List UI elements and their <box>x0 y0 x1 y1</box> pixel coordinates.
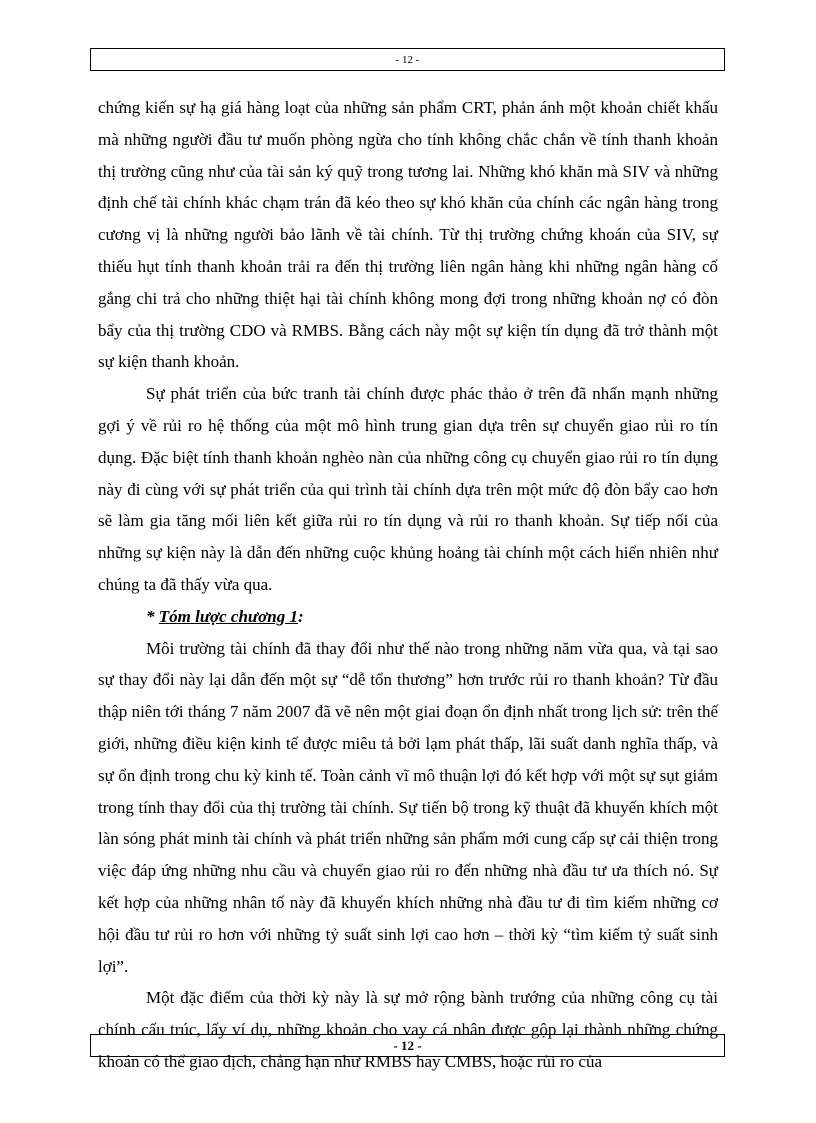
body-paragraph: Sự phát triển của bức tranh tài chính được phác thảo ở trên đã nhấn mạnh những gợi ý về rủi ro hệ thống của một mô hình trung gian dựa trên sự chuyển giao rủi ro tín dụng. Đặc biệt tính thanh khoản nghèo nàn của những công cụ chuyển giao rủi ro tín dụng này đi cùng với sự phát triển của qui trình tài chính dựa trên một mức độ đòn bẩy cao hơn sẽ làm gia tăng mối liên kết giữa rủi ro tín dụng và rủi ro thanh khoản. Sự tiếp nối của những sự kiện này là dẫn đến những cuộc khủng hoảng tài chính một cách hiển nhiên như chúng ta đã thấy vừa qua. <box>98 384 718 594</box>
body-paragraph: chứng kiến sự hạ giá hàng loạt của những sản phẩm CRT, phản ánh một khoản chiết khấu mà những người đầu tư muốn phòng ngừa cho tính không chắc chắn về tính thanh khoản thị trường cũng như của tài sản ký quỹ trong tương lai. Những khó khăn mà SIV và những định chế tài chính khác chạm trán đã kéo theo sự khó khăn của chính các ngân hàng trong cương vị là những người bảo lãnh về tài chính. Từ thị trường chứng khoán của SIV, sự thiếu hụt tính thanh khoản trải ra đến thị trường liên ngân hàng khi những ngân hàng cố gắng chi trả cho những thiệt hại tài chính không mong đợi trong những khoản nợ có đòn bẩy của thị trường CDO và RMBS. Bằng cách này một sự kiện tín dụng đã trở thành một sự kiện thanh khoản. <box>98 98 718 372</box>
header-page-number: - 12 - <box>395 53 420 66</box>
page-header <box>90 48 725 71</box>
section-heading <box>98 601 718 633</box>
body-paragraph: Một đặc điểm của thời kỳ này là sự mở rộng bành trướng của những công cụ tài chính cấu trúc, lấy ví dụ, những khoản cho vay cá nhân được gộp lại thành những chứng khoán có thể giao dịch, chẳng hạn như RMBS hay CMBS, hoặc rủi ro của <box>98 988 718 1071</box>
page-body <box>98 92 718 1078</box>
page-footer <box>90 1034 725 1057</box>
footer-page-number: - 12 - <box>393 1037 422 1053</box>
heading-colon: : <box>297 606 304 626</box>
heading-star: * <box>146 606 159 626</box>
body-paragraph: Môi trường tài chính đã thay đổi như thế nào trong những năm vừa qua, và tại sao sự thay đổi này lại dẫn đến một sự “dễ tổn thương” hơn trước rủi ro thanh khoản? Từ đầu thập niên tới tháng 7 năm 2007 đã vẽ nên một giai đoạn ổn định nhất trong lịch sử: trên thế giới, những điều kiện kinh tế được miêu tả bởi lạm phát thấp, lãi suất danh nghĩa thấp, và sự ổn định trong chu kỳ kinh tế. Toàn cảnh vĩ mô thuận lợi đó kết hợp với một sự sụt giảm trong tính thay đổi của thị trường tài chính. Sự tiến bộ trong kỹ thuật đã khuyến khích một làn sóng phát minh tài chính và phát triển những sản phẩm mới cung cấp sự cải thiện trong việc đáp ứng những nhu cầu và chuyển giao rủi ro đến những nhà đầu tư ưa thích nó. Sự kết hợp của những nhân tố này đã khuyến khích những nhà đầu tư đi tìm kiếm những cơ hội đầu tư rủi ro hơn với những tỷ suất sinh lợi cao hơn – thời kỳ “tìm kiếm tỷ suất sinh lợi”. <box>98 638 718 976</box>
heading-title: Tóm lược chương 1 <box>158 606 298 626</box>
